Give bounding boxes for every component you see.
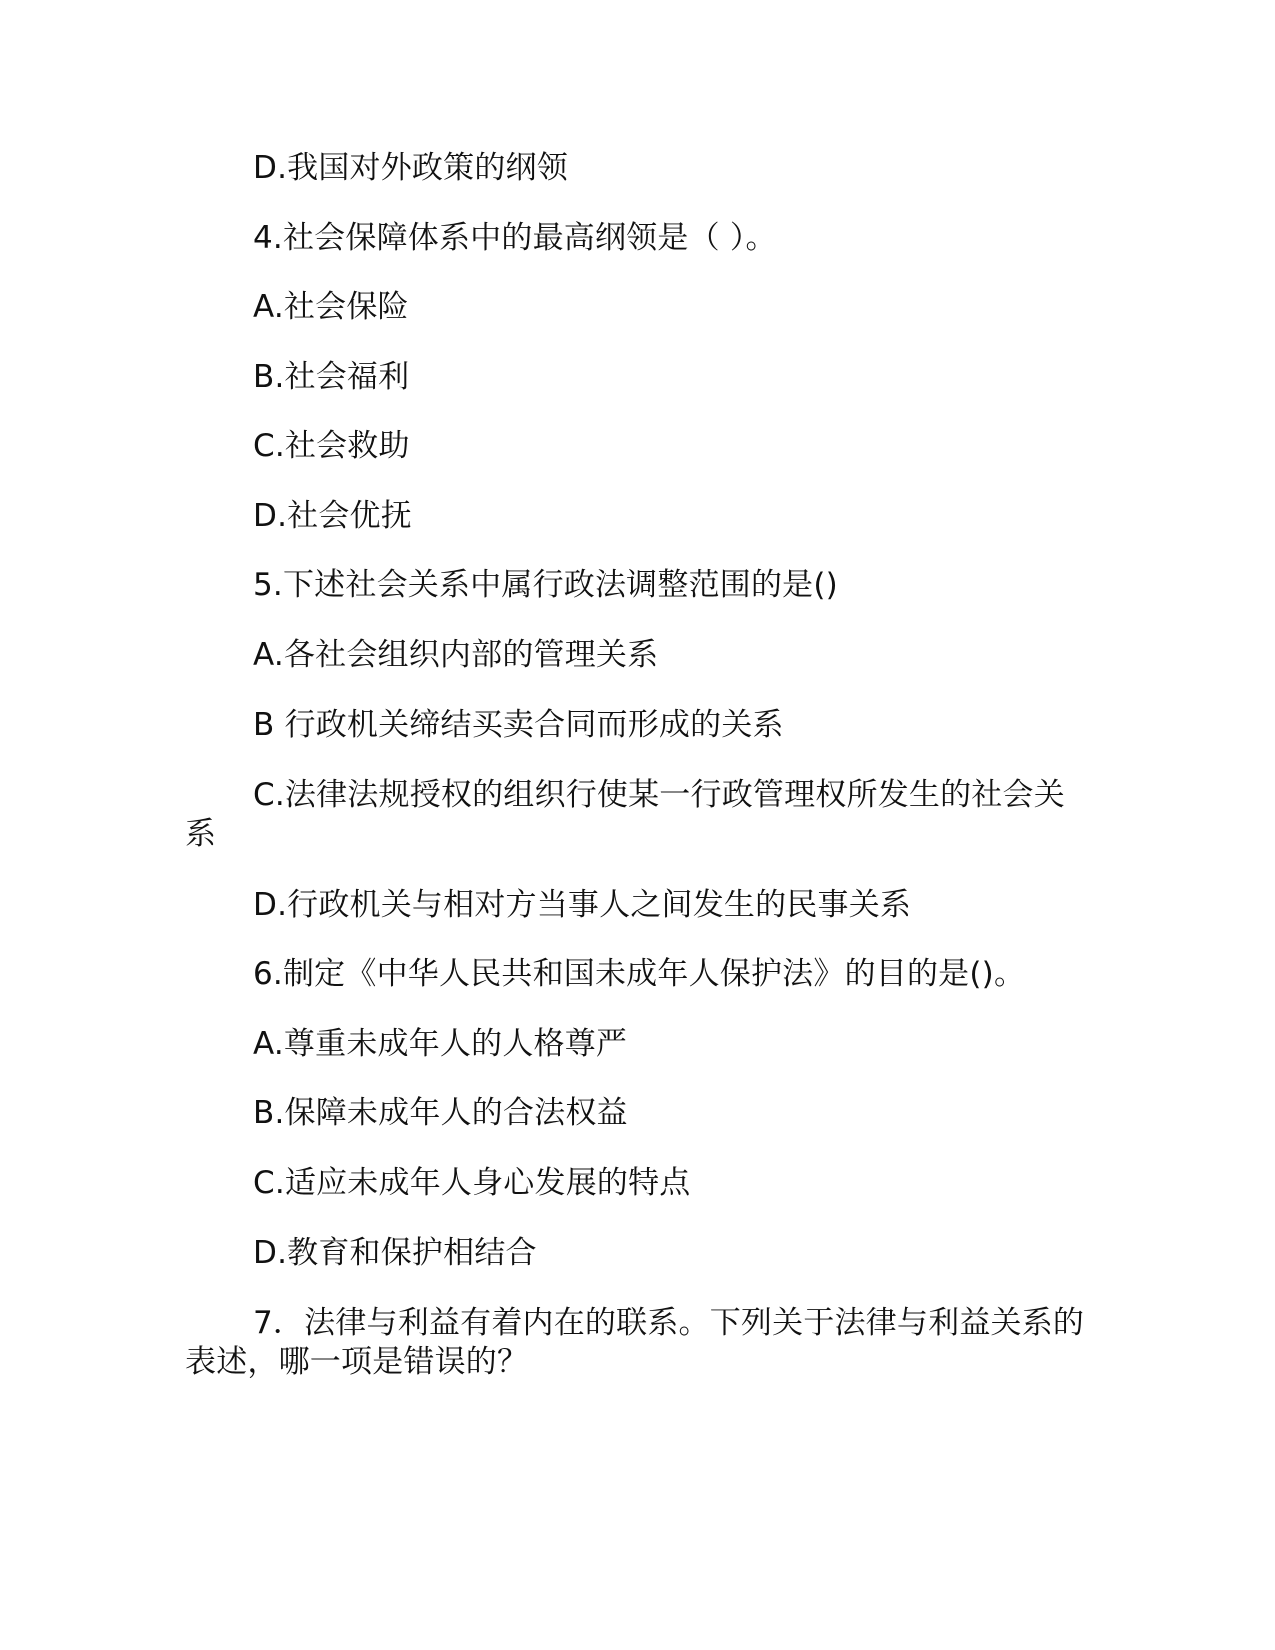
question-5: 5.下述社会关系中属行政法调整范围的是() xyxy=(253,567,838,604)
question-4: 4.社会保障体系中的最高纲领是（ ）。 xyxy=(253,219,777,256)
option-6d: D.教育和保护相结合 xyxy=(253,1234,537,1271)
option-4c: C.社会救助 xyxy=(253,428,410,465)
option-4a: A.社会保险 xyxy=(253,289,409,326)
option-4d: D.社会优抚 xyxy=(253,497,412,534)
option-6c: C.适应未成年人身心发展的特点 xyxy=(253,1165,691,1202)
document-body xyxy=(185,150,1090,1415)
option-5a: A.各社会组织内部的管理关系 xyxy=(253,637,659,674)
option-4b: B.社会福利 xyxy=(253,358,410,395)
option-5c: C.法律法规授权的组织行使某一行政管理权所发生的社会关系 xyxy=(185,777,1065,852)
option-5b: B 行政机关缔结买卖合同而形成的关系 xyxy=(253,706,784,743)
question-6: 6.制定《中华人民共和国未成年人保护法》的目的是()。 xyxy=(253,956,1026,993)
option-5d: D.行政机关与相对方当事人之间发生的民事关系 xyxy=(253,886,912,923)
option-6b: B.保障未成年人的合法权益 xyxy=(253,1095,628,1132)
option-6a: A.尊重未成年人的人格尊严 xyxy=(253,1025,628,1062)
option-3d: D.我国对外政策的纲领 xyxy=(253,150,568,186)
question-7: 7．法律与利益有着内在的联系。下列关于法律与利益关系的表述，哪一项是错误的？ xyxy=(185,1305,1085,1380)
